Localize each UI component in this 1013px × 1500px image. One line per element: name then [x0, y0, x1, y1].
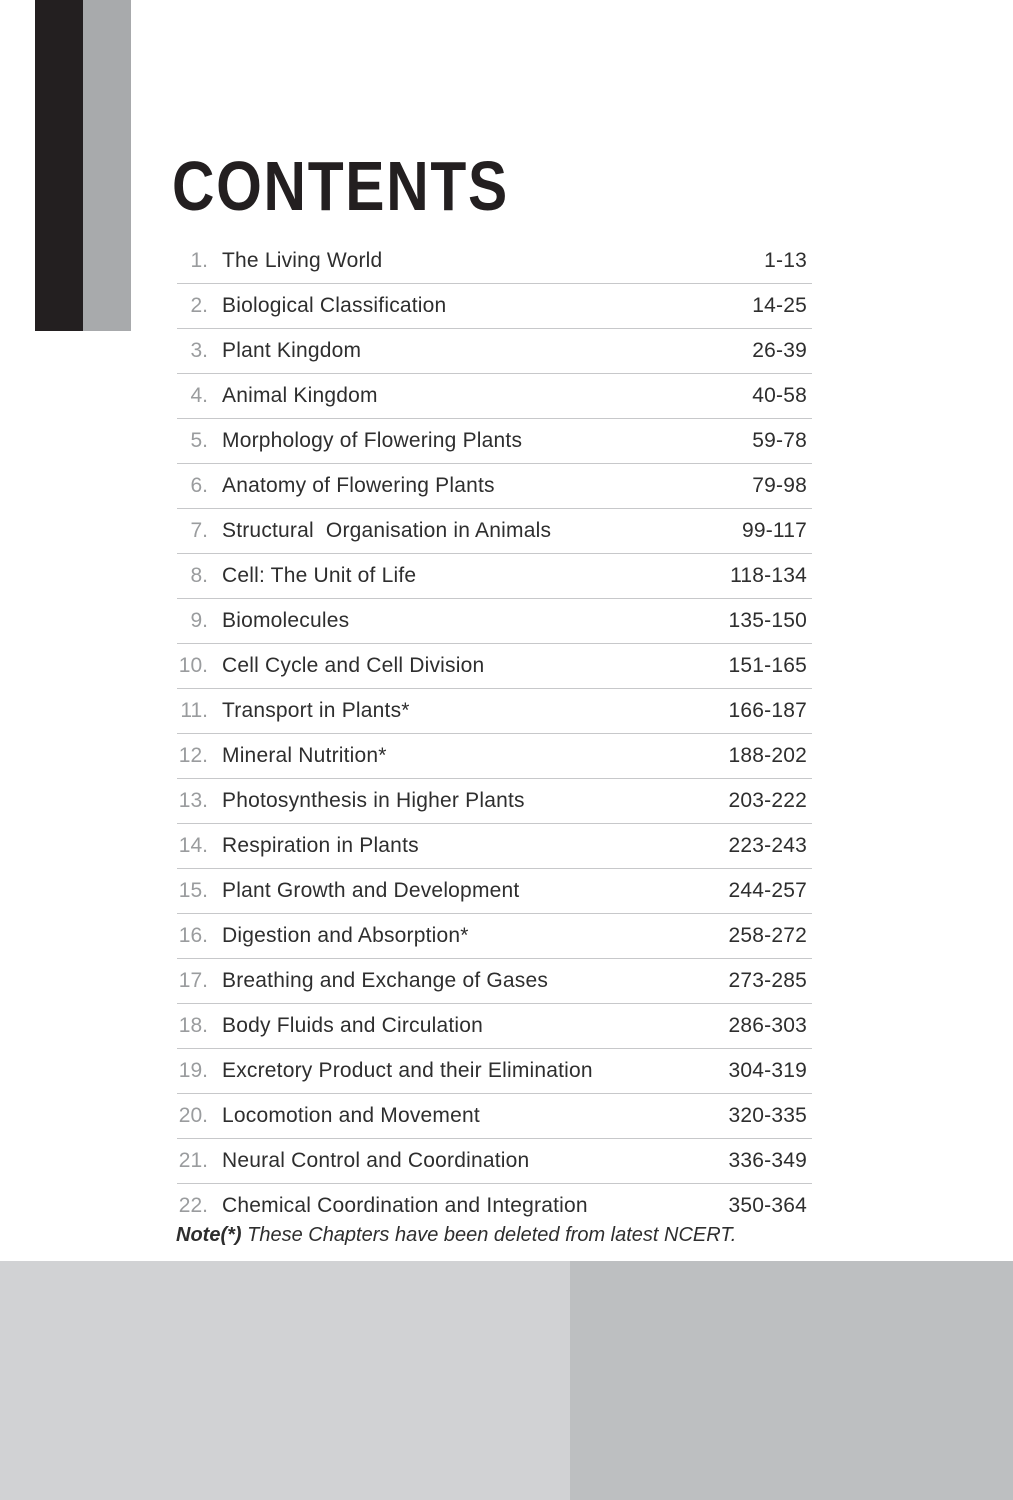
page-range: 244-257 [728, 879, 807, 902]
chapter-title: Breathing and Exchange of Gases [222, 969, 549, 992]
chapter-number: 19. [178, 1059, 208, 1082]
toc-row [177, 1184, 812, 1228]
chapter-number: 4. [190, 384, 208, 407]
chapter-title: Structural Organisation in Animals [222, 519, 552, 542]
page-range: 166-187 [728, 699, 807, 722]
toc-row [177, 329, 812, 374]
chapter-title: Body Fluids and Circulation [222, 1014, 484, 1037]
page-range: 135-150 [728, 609, 807, 632]
chapter-number: 13. [178, 789, 208, 812]
chapter-number: 17. [178, 969, 208, 992]
chapter-title: Respiration in Plants [222, 834, 419, 857]
chapter-number: 1. [190, 249, 208, 272]
chapter-title: Anatomy of Flowering Plants [222, 474, 495, 497]
chapter-number: 12. [178, 744, 208, 767]
page-range: 336-349 [728, 1149, 807, 1172]
toc-row [177, 239, 812, 284]
toc-row [177, 644, 812, 689]
page-range: 99-117 [741, 519, 807, 542]
toc-row [177, 824, 812, 869]
toc-row [177, 284, 812, 329]
chapter-number: 18. [178, 1014, 208, 1037]
chapter-number: 9. [190, 609, 208, 632]
chapter-number: 15. [178, 879, 208, 902]
page-range: 1-13 [764, 249, 807, 272]
chapter-number: 7. [190, 519, 208, 542]
toc-row [177, 779, 812, 824]
toc-row [177, 1094, 812, 1139]
page-range: 14-25 [752, 294, 807, 317]
note-text: These Chapters have been deleted from latest NCERT. [241, 1224, 737, 1246]
page-range: 59-78 [752, 429, 807, 452]
page-range: 350-364 [728, 1194, 807, 1217]
page-range: 79-98 [752, 474, 807, 497]
chapter-title: Locomotion and Movement [222, 1104, 480, 1127]
toc-row [177, 509, 812, 554]
chapter-number: 11. [180, 699, 208, 722]
top-gray-bar [83, 0, 131, 331]
chapter-number: 3. [190, 339, 208, 362]
toc-row [177, 554, 812, 599]
toc-row [177, 689, 812, 734]
chapter-number: 14. [178, 834, 208, 857]
toc-list [177, 239, 812, 1228]
page-range: 40-58 [752, 384, 807, 407]
page-range: 286-303 [728, 1014, 807, 1037]
chapter-title: The Living World [222, 249, 383, 272]
page-range: 320-335 [728, 1104, 807, 1127]
footer-left-block [0, 1261, 570, 1500]
page-range: 151-165 [728, 654, 807, 677]
chapter-number: 21. [178, 1149, 208, 1172]
chapter-title: Animal Kingdom [222, 384, 378, 407]
chapter-title: Photosynthesis in Higher Plants [222, 789, 525, 812]
chapter-number: 8. [190, 564, 208, 587]
chapter-number: 16. [178, 924, 208, 947]
toc-row [177, 374, 812, 419]
chapter-title: Plant Kingdom [222, 339, 362, 362]
chapter-title: Digestion and Absorption* [222, 924, 469, 947]
page-range: 304-319 [728, 1059, 807, 1082]
page-range: 118-134 [730, 564, 807, 587]
top-black-bar [35, 0, 83, 331]
chapter-title: Chemical Coordination and Integration [222, 1194, 588, 1217]
page-title: CONTENTS [172, 147, 509, 225]
chapter-number: 6. [190, 474, 208, 497]
chapter-title: Cell: The Unit of Life [222, 564, 417, 587]
ncert-note [176, 1224, 736, 1247]
toc-row [177, 959, 812, 1004]
toc-row [177, 1004, 812, 1049]
page-range: 223-243 [728, 834, 807, 857]
chapter-title: Neural Control and Coordination [222, 1149, 530, 1172]
toc-row [177, 419, 812, 464]
chapter-number: 2. [190, 294, 208, 317]
page-range: 203-222 [728, 789, 807, 812]
page-range: 258-272 [728, 924, 807, 947]
chapter-title: Plant Growth and Development [222, 879, 520, 902]
chapter-number: 5. [190, 429, 208, 452]
chapter-title: Morphology of Flowering Plants [222, 429, 523, 452]
toc-row [177, 734, 812, 779]
toc-row [177, 869, 812, 914]
page-range: 273-285 [728, 969, 807, 992]
note-label: Note(*) [176, 1224, 242, 1246]
toc-row [177, 1049, 812, 1094]
chapter-title: Cell Cycle and Cell Division [222, 654, 485, 677]
chapter-title: Excretory Product and their Elimination [222, 1059, 593, 1082]
chapter-title: Transport in Plants* [222, 699, 410, 722]
toc-row [177, 1139, 812, 1184]
page-range: 26-39 [752, 339, 807, 362]
chapter-title: Biomolecules [222, 609, 350, 632]
chapter-number: 22. [178, 1194, 208, 1217]
toc-row [177, 914, 812, 959]
toc-row [177, 464, 812, 509]
footer-right-block [570, 1261, 1013, 1500]
chapter-number: 20. [178, 1104, 208, 1127]
page-range: 188-202 [728, 744, 807, 767]
toc-row [177, 599, 812, 644]
chapter-title: Mineral Nutrition* [222, 744, 387, 767]
chapter-number: 10. [178, 654, 208, 677]
chapter-title: Biological Classification [222, 294, 447, 317]
